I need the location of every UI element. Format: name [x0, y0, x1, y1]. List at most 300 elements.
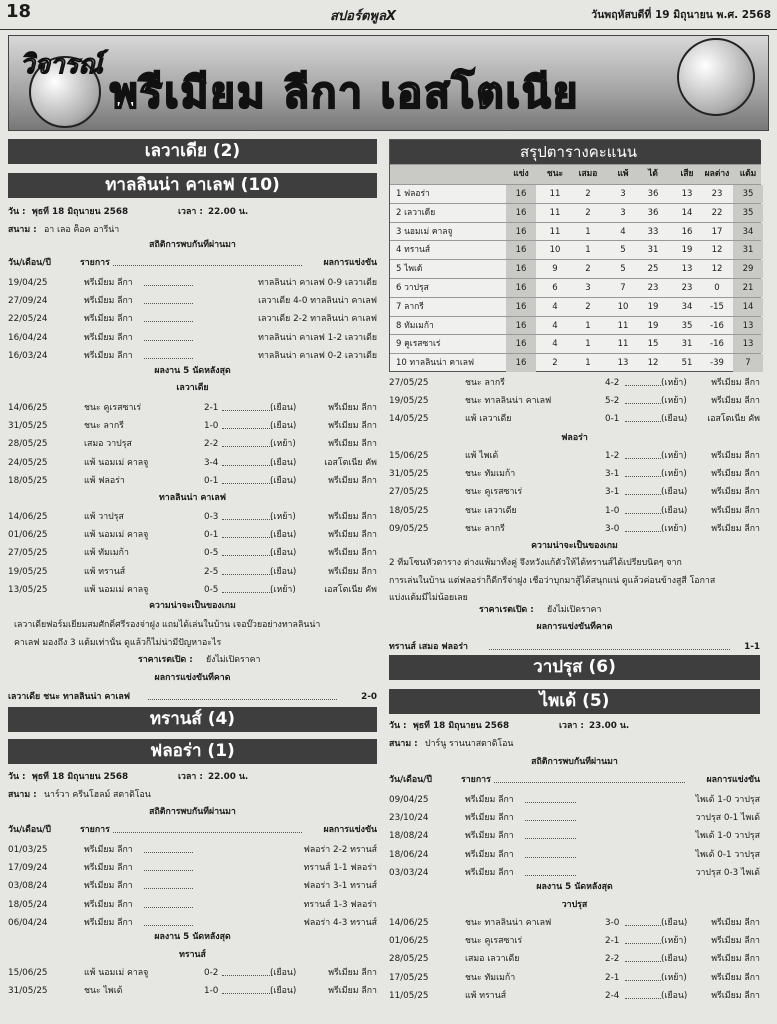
- dotted-leader: [625, 531, 661, 532]
- h2h-date: 01/03/25: [8, 845, 48, 855]
- h2h-date: 18/08/24: [389, 831, 429, 842]
- dotted-leader: [144, 340, 193, 341]
- form-date: 28/05/25: [389, 954, 429, 965]
- standings-row: [390, 316, 761, 336]
- page-number: 18: [6, 1, 32, 22]
- h2h-result: ไพเด้ 0-1 วาปรุส: [695, 849, 760, 860]
- odds-label: ราคาเรตเปิด :: [138, 655, 193, 665]
- standings-cell: 9: [552, 264, 558, 275]
- standings-cell: 16: [506, 204, 536, 222]
- standings-cell: 19: [681, 245, 693, 256]
- time-label: เวลา :: [559, 721, 584, 731]
- standings-cell: 4: [620, 226, 626, 237]
- form-result: แพ้ ฟลอร่า: [84, 475, 125, 486]
- venue-label: สนาม :: [8, 790, 37, 800]
- form-competition: พรีเมียม ลีกา: [328, 548, 377, 559]
- dotted-leader: [222, 428, 272, 429]
- standings-cell: 14: [681, 207, 693, 218]
- form-date: 13/05/25: [8, 584, 48, 595]
- h2h-competition: พรีเมียม ลีกา: [84, 863, 133, 874]
- odds-label: ราคาเรตเปิด :: [479, 605, 534, 615]
- form-date: 31/05/25: [8, 986, 48, 997]
- standings-cell: 33: [647, 226, 659, 237]
- standings-row: [390, 259, 761, 279]
- standings-cell: 36: [647, 189, 659, 199]
- form-result: แพ้ ทรานส์: [84, 566, 126, 577]
- h2h-date: 03/03/24: [389, 867, 429, 878]
- standings-col-header: เสมอ: [578, 169, 598, 179]
- h2h-date: 16/04/24: [8, 332, 48, 343]
- form-competition: พรีเมียม ลีกา: [711, 451, 760, 461]
- standings-cell: 1: [585, 320, 591, 331]
- standings-cell: 36: [647, 207, 659, 218]
- form-score: 0-1: [605, 414, 620, 425]
- standings-cell: 2: [585, 301, 591, 312]
- form-date: 11/05/25: [389, 990, 429, 1001]
- form-score: 3-4: [204, 457, 219, 468]
- form-score: 2-1: [605, 936, 620, 947]
- form-competition: พรีเมียม ลีกา: [711, 505, 760, 516]
- form-result: ชนะ ทาลลินน่า คาเลฟ: [465, 396, 552, 407]
- standings-cell: 13: [733, 335, 763, 353]
- form-team-name: ฟลอร่า: [561, 433, 588, 443]
- form-score: 1-0: [605, 505, 620, 516]
- match-time: 22.00 น.: [208, 207, 249, 217]
- standings-cell: 7: [620, 283, 626, 293]
- h2h-competition: พรีเมียม ลีกา: [465, 795, 514, 805]
- standings-cell: 8 ทัมเมก้า: [396, 320, 434, 331]
- list-col-header: รายการ: [461, 775, 491, 785]
- football-icon: [677, 38, 755, 116]
- form-score: 0-3: [204, 512, 219, 522]
- last5-title: ผลงาน 5 นัดหลังสุด: [154, 932, 231, 942]
- standings-cell: 10 ทาลลินน่า คาเลฟ: [396, 358, 474, 369]
- form-date: 09/05/25: [389, 523, 429, 534]
- form-competition: พรีเมียม ลีกา: [711, 936, 760, 947]
- standings-cell: 9 คูเรสซาเร่: [396, 339, 441, 350]
- dotted-leader: [625, 476, 661, 477]
- standings-cell: 2: [585, 207, 591, 218]
- standings-cell: 22: [711, 207, 723, 218]
- h2h-result: ทาลลินน่า คาเลฟ 0-2 เลวาเดีย: [258, 350, 377, 361]
- form-venue: (เยือน): [270, 968, 297, 978]
- page-header: [0, 0, 777, 30]
- dotted-leader: [222, 537, 272, 538]
- dotted-leader: [525, 838, 576, 839]
- form-score: 0-5: [204, 584, 219, 595]
- form-venue: (เยือน): [661, 414, 688, 425]
- form-venue: (เยือน): [270, 566, 297, 577]
- h2h-result: ทาลลินน่า คาเลฟ 1-2 เลวาเดีย: [258, 332, 377, 343]
- standings-col-header: ชนะ: [546, 169, 564, 179]
- form-date: 31/05/25: [389, 469, 429, 480]
- prediction-score: 1-1: [744, 642, 760, 652]
- standings-cell: 2 เลวาเดีย: [396, 207, 436, 218]
- dotted-leader: [525, 857, 576, 858]
- form-date: 14/05/25: [389, 414, 429, 425]
- h2h-competition: พรีเมียม ลีกา: [84, 917, 133, 928]
- form-date: 01/06/25: [389, 936, 429, 947]
- dotted-leader: [625, 961, 661, 962]
- form-venue: (เยือน): [661, 918, 688, 928]
- dotted-leader: [222, 574, 272, 575]
- form-score: 2-4: [605, 990, 620, 1001]
- form-team-name: เลวาเดีย: [176, 383, 209, 393]
- standings-cell: 35: [681, 320, 693, 331]
- match1-home-team: เลวาเดีย (2): [8, 139, 377, 164]
- standings-cell: 16: [506, 185, 536, 203]
- form-team-name: ทรานส์: [179, 950, 206, 960]
- dotted-leader: [222, 446, 272, 447]
- form-result: แพ้ ทัมเมก้า: [84, 548, 129, 559]
- form-date: 27/05/25: [389, 487, 429, 498]
- day-label: วัน :: [8, 772, 26, 782]
- form-date: 28/05/25: [8, 439, 48, 450]
- dotted-leader: [489, 649, 730, 650]
- form-competition: พรีเมียม ลีกา: [711, 396, 760, 407]
- standings-cell: 12: [711, 264, 723, 275]
- form-result: ชนะ คูเรสซาเร่: [465, 936, 523, 947]
- dotted-leader: [222, 993, 272, 994]
- standings-cell: -39: [710, 358, 724, 369]
- banner-title: พรีเมียม ลีกา เอสโตเนีย: [110, 68, 580, 117]
- outlook-title: ความน่าจะเป็นของเกม: [149, 601, 236, 611]
- match-date: พุธที่ 18 มิถุนายน 2568: [413, 721, 510, 731]
- h2h-date: 09/04/25: [389, 795, 429, 805]
- standings-cell: 2: [552, 358, 558, 369]
- standings-cell: 3: [585, 283, 591, 293]
- standings-cell: 1: [585, 245, 591, 256]
- dotted-leader: [144, 888, 193, 889]
- dotted-leader: [144, 907, 193, 908]
- dotted-leader: [144, 852, 193, 853]
- h2h-result: ฟลอร่า 3-1 ทรานส์: [303, 881, 377, 892]
- form-venue: (เยือน): [661, 487, 688, 498]
- list-col-header: รายการ: [80, 825, 110, 835]
- form-date: 27/05/25: [389, 378, 429, 388]
- form-competition: พรีเมียม ลีกา: [711, 918, 760, 928]
- form-team-name: วาปรุส: [561, 900, 588, 910]
- form-result: ชนะ ทัมเมก้า: [465, 972, 516, 983]
- dotted-leader: [222, 975, 272, 976]
- prediction-title: ผลการแข่งขันที่คาด: [154, 673, 231, 683]
- banner-subtitle: วิจารณ์: [20, 50, 103, 80]
- standings-cell: 4 ทรานส์: [396, 245, 431, 256]
- h2h-date: 22/05/24: [8, 314, 48, 325]
- form-score: 0-2: [204, 968, 219, 978]
- result-col-header: ผลการแข่งขัน: [706, 775, 760, 785]
- form-venue: (เยือน): [270, 457, 297, 468]
- dotted-leader: [525, 802, 576, 803]
- dotted-leader: [625, 980, 661, 981]
- h2h-result: ฟลอร่า 4-3 ทรานส์: [303, 917, 377, 928]
- dotted-leader: [144, 285, 193, 286]
- h2h-competition: พรีเมียม ลีกา: [465, 867, 514, 878]
- standings-cell: 11: [549, 226, 561, 237]
- standings-row: [390, 334, 761, 354]
- day-label: วัน :: [8, 207, 26, 217]
- match-time: 23.00 น.: [589, 721, 630, 731]
- venue-label: สนาม :: [389, 739, 418, 749]
- prediction-text: เลวาเดีย ชนะ ทาลลินน่า คาเลฟ: [8, 692, 130, 702]
- standings-cell: 4: [552, 320, 558, 331]
- standings-cell: 19: [647, 301, 659, 312]
- dotted-leader: [625, 385, 661, 386]
- form-result: ชนะ ลากรี: [465, 378, 505, 388]
- dotted-leader: [625, 421, 661, 422]
- standings-cell: 1: [585, 339, 591, 350]
- h2h-date: 18/06/24: [389, 849, 429, 860]
- form-result: ชนะ ทาลลินน่า คาเลฟ: [465, 918, 552, 928]
- form-competition: เอสโตเนีย คัพ: [324, 457, 377, 468]
- form-venue: (เหย้า): [661, 378, 687, 388]
- dotted-leader: [625, 513, 661, 514]
- standings-cell: 51: [681, 358, 693, 369]
- dotted-leader: [148, 699, 337, 700]
- standings-cell: 11: [617, 320, 629, 331]
- standings-col-header: แพ้: [617, 169, 629, 179]
- dotted-leader: [625, 998, 661, 999]
- standings-cell: 21: [733, 279, 763, 297]
- form-venue: (เหย้า): [661, 972, 687, 983]
- h2h-date: 17/09/24: [8, 863, 48, 874]
- odds-value: ยังไม่เปิดราคา: [206, 655, 261, 665]
- form-competition: พรีเมียม ลีกา: [328, 512, 377, 522]
- h2h-result: ฟลอร่า 2-2 ทรานส์: [303, 845, 377, 855]
- form-result: แพ้ นอมเม่ คาลจู: [84, 584, 149, 595]
- form-result: แพ้ วาปรุส: [84, 512, 124, 522]
- h2h-date: 06/04/24: [8, 917, 48, 928]
- standings-cell: 23: [647, 283, 659, 293]
- form-result: ชนะ ทัมเมก้า: [465, 469, 516, 480]
- form-venue: (เยือน): [270, 986, 297, 997]
- h2h-date: 03/08/24: [8, 881, 48, 892]
- standings-cell: 2: [585, 264, 591, 275]
- form-score: 3-0: [605, 918, 620, 928]
- form-date: 27/05/25: [8, 548, 48, 559]
- dotted-leader: [625, 494, 661, 495]
- form-score: 0-1: [204, 475, 219, 486]
- issue-date: วันพฤหัสบดีที่ 19 มิถุนายน พ.ศ. 2568: [591, 9, 771, 21]
- form-score: 1-0: [204, 986, 219, 997]
- standings-cell: -15: [710, 301, 724, 312]
- form-competition: พรีเมียม ลีกา: [711, 972, 760, 983]
- form-date: 15/06/25: [389, 451, 429, 461]
- form-date: 18/05/25: [389, 505, 429, 516]
- standings-cell: 13: [681, 264, 693, 275]
- standings-row: [390, 184, 761, 204]
- form-result: ชนะ ไพเด้: [84, 986, 123, 997]
- standings-row: [390, 240, 761, 260]
- h2h-competition: พรีเมียม ลีกา: [84, 899, 133, 910]
- form-competition: พรีเมียม ลีกา: [328, 968, 377, 978]
- form-competition: พรีเมียม ลีกา: [711, 487, 760, 498]
- standings-cell: 4: [552, 339, 558, 350]
- standings-cell: 1 ฟลอร่า: [396, 189, 430, 199]
- day-label: วัน :: [389, 721, 407, 731]
- form-result: ชนะ คูเรสซาเร่: [465, 487, 523, 498]
- standings-cell: -16: [710, 320, 724, 331]
- form-result: แพ้ ไพเด้: [465, 451, 499, 461]
- form-result: แพ้ นอมเม่ คาลจู: [84, 968, 149, 978]
- standings-cell: 6 วาปรุส: [396, 283, 429, 293]
- date-col-header: วัน/เดือน/ปี: [389, 775, 432, 785]
- standings-cell: 12: [711, 245, 723, 256]
- standings-table: [389, 139, 760, 372]
- standings-cell: 17: [711, 226, 723, 237]
- standings-cell: 16: [506, 317, 536, 335]
- h2h-competition: พรีเมียม ลีกา: [465, 813, 514, 824]
- standings-row: [390, 222, 761, 242]
- standings-row: [390, 203, 761, 223]
- form-result: แพ้ ทรานส์: [465, 990, 507, 1001]
- dotted-leader: [625, 458, 661, 459]
- form-venue: (เหย้า): [661, 451, 687, 461]
- h2h-title: สถิติการพบกันที่ผ่านมา: [531, 757, 618, 767]
- form-competition: พรีเมียม ลีกา: [328, 530, 377, 541]
- h2h-competition: พรีเมียม ลีกา: [84, 350, 133, 361]
- standings-cell: 16: [506, 241, 536, 259]
- form-competition: พรีเมียม ลีกา: [711, 954, 760, 965]
- match-venue: อา เลอ ค็อค อารีน่า: [44, 225, 120, 235]
- form-date: 18/05/25: [8, 475, 48, 486]
- form-venue: (เยือน): [661, 505, 688, 516]
- dotted-leader: [625, 925, 661, 926]
- h2h-title: สถิติการพบกันที่ผ่านมา: [149, 240, 236, 250]
- outlook-text: เลวาเดียฟอร์มเยี่ยมสมศักดิ์ศรีรองจ่าฝูง แถมได้เล่นในบ้าน เจอบ๊วยอย่างทาลลินน่า: [14, 620, 321, 630]
- form-result: ชนะ คูเรสซาเร่: [84, 403, 142, 413]
- standings-cell: 13: [681, 189, 693, 199]
- list-col-header: รายการ: [80, 258, 110, 268]
- h2h-result: ทรานส์ 1-1 ฟลอร่า: [303, 863, 377, 874]
- form-competition: พรีเมียม ลีกา: [328, 403, 377, 413]
- form-competition: พรีเมียม ลีกา: [328, 566, 377, 577]
- standings-cell: 11: [617, 339, 629, 350]
- standings-cell: 34: [733, 223, 763, 241]
- standings-cell: 16: [506, 279, 536, 297]
- match3-home-team: วาปรุส (6): [389, 655, 760, 680]
- standings-col-header: แข่ง: [513, 169, 529, 179]
- match-date: พุธที่ 18 มิถุนายน 2568: [32, 772, 129, 782]
- form-competition: เอสโตเนีย คัพ: [324, 584, 377, 595]
- standings-cell: 5: [620, 245, 626, 256]
- result-col-header: ผลการแข่งขัน: [323, 258, 377, 268]
- form-competition: พรีเมียม ลีกา: [711, 990, 760, 1001]
- standings-cell: 1: [585, 358, 591, 369]
- dotted-leader: [625, 403, 661, 404]
- standings-cell: 15: [647, 339, 659, 350]
- form-competition: เอสโตเนีย คัพ: [707, 414, 760, 425]
- match-time: 22.00 น.: [208, 772, 249, 782]
- dotted-leader: [222, 592, 272, 593]
- standings-header-row: [390, 164, 761, 184]
- form-date: 24/05/25: [8, 457, 48, 468]
- form-date: 01/06/25: [8, 530, 48, 541]
- outlook-text: 2 ทีมโซนหัวตาราง ต่างแพ้มาทั้งคู่ จึงหวังแก้ตัวให้ได้ทรานส์ได้เปรียบนิดๆ จาก: [389, 558, 682, 568]
- form-venue: (เยือน): [270, 548, 297, 559]
- standings-cell: 31: [733, 241, 763, 259]
- h2h-date: 18/05/24: [8, 899, 48, 910]
- form-venue: (เยือน): [270, 530, 297, 541]
- form-result: เสมอ วาปรุส: [84, 439, 132, 450]
- standings-cell: 13: [617, 358, 629, 369]
- standings-cell: -16: [710, 339, 724, 350]
- standings-cell: 16: [506, 354, 536, 372]
- standings-cell: 7: [733, 354, 763, 372]
- last5-title: ผลงาน 5 นัดหลังสุด: [154, 366, 231, 376]
- form-venue: (เยือน): [270, 475, 297, 486]
- form-result: แพ้ นอมเม่ คาลจู: [84, 457, 149, 468]
- form-score: 2-1: [605, 972, 620, 983]
- standings-cell: 31: [647, 245, 659, 256]
- form-date: 14/06/25: [389, 918, 429, 928]
- h2h-result: ไพเด้ 1-0 วาปรุส: [695, 795, 760, 805]
- form-competition: พรีเมียม ลีกา: [711, 523, 760, 534]
- standings-cell: 35: [733, 185, 763, 203]
- standings-cell: 13: [733, 317, 763, 335]
- form-competition: พรีเมียม ลีกา: [328, 421, 377, 432]
- standings-cell: 4: [552, 301, 558, 312]
- standings-cell: 34: [681, 301, 693, 312]
- form-date: 19/05/25: [389, 396, 429, 407]
- form-result: แพ้ เลวาเดีย: [465, 414, 512, 425]
- dotted-leader: [144, 925, 193, 926]
- standings-title: สรุปตารางคะแนน: [390, 140, 761, 164]
- standings-row: [390, 353, 761, 373]
- standings-cell: 5: [620, 264, 626, 275]
- dotted-leader: [494, 782, 685, 783]
- form-venue: (เหย้า): [661, 396, 687, 407]
- prediction-text: ทรานส์ เสมอ ฟลอร่า: [389, 642, 468, 652]
- time-label: เวลา :: [178, 772, 203, 782]
- form-date: 19/05/25: [8, 566, 48, 577]
- form-venue: (เยือน): [661, 990, 688, 1001]
- form-date: 14/06/25: [8, 403, 48, 413]
- standings-cell: 25: [647, 264, 659, 275]
- form-competition: พรีเมียม ลีกา: [328, 439, 377, 450]
- standings-row: [390, 297, 761, 317]
- match1-away-team: ทาลลินน่า คาเลฟ (10): [8, 173, 377, 198]
- h2h-title: สถิติการพบกันที่ผ่านมา: [149, 807, 236, 817]
- standings-cell: 31: [681, 339, 693, 350]
- dotted-leader: [144, 870, 193, 871]
- standings-cell: 3: [620, 189, 626, 199]
- form-score: 0-1: [204, 530, 219, 541]
- standings-cell: 23: [711, 189, 723, 199]
- form-date: 14/06/25: [8, 512, 48, 522]
- dotted-leader: [222, 410, 272, 411]
- dotted-leader: [222, 465, 272, 466]
- standings-row: [390, 278, 761, 298]
- form-score: 4-2: [605, 378, 620, 388]
- standings-cell: 2: [585, 189, 591, 199]
- outlook-text: การเล่นในบ้าน แต่ฟลอร่าก็ดีกรีจ่าฝูง เชื่อว่าบุกมาสู้ได้สนุกแน่ ดูแล้วค่อนข้างสูสี โอกาส: [389, 575, 716, 586]
- form-venue: (เยือน): [661, 954, 688, 965]
- h2h-competition: พรีเมียม ลีกา: [84, 296, 133, 307]
- dotted-leader: [113, 832, 302, 833]
- standings-cell: 3: [620, 207, 626, 218]
- standings-cell: 7 ลากรี: [396, 301, 424, 312]
- standings-cell: 10: [617, 301, 629, 312]
- form-venue: (เยือน): [270, 403, 297, 413]
- odds-value: ยังไม่เปิดราคา: [547, 605, 602, 615]
- h2h-result: เลวาเดีย 4-0 ทาลลินน่า คาเลฟ: [258, 296, 377, 307]
- standings-cell: 35: [733, 204, 763, 222]
- match2-away-team: ฟลอร่า (1): [8, 739, 377, 764]
- h2h-competition: พรีเมียม ลีกา: [84, 278, 133, 288]
- match2-home-team: ทรานส์ (4): [8, 707, 377, 732]
- match-venue: นาร์วา ครีนโฮลม์ สตาดิโอน: [44, 790, 151, 800]
